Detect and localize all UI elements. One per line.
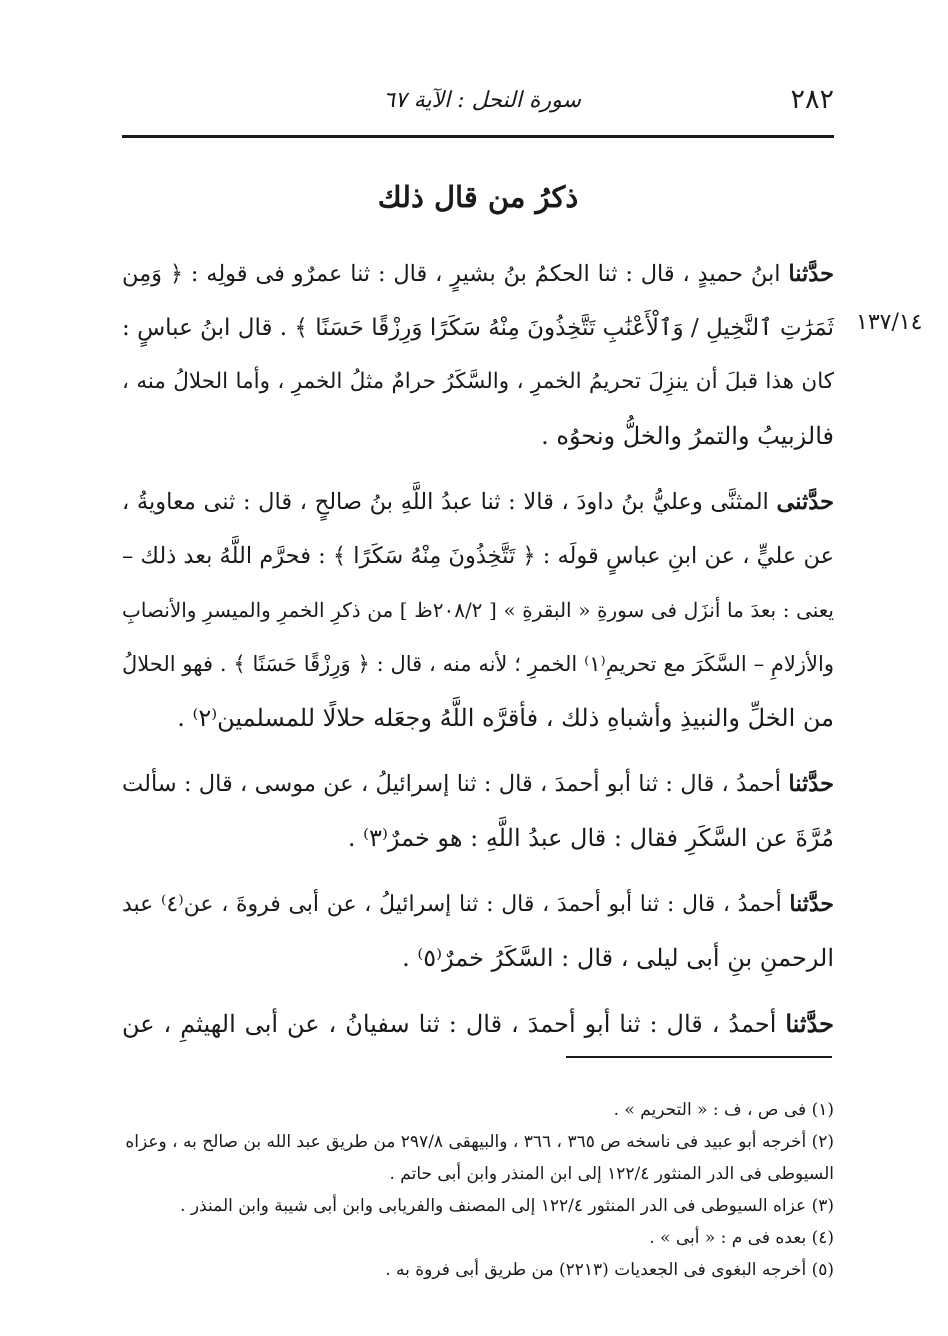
footnote: السيوطى فى الدر المنثور ١٢٢/٤ إلى ابن المنذر وابن أبى حاتم . [389, 1164, 834, 1184]
page-number: ٢٨٢ [790, 84, 834, 115]
text-line: والأزلامِ – السَّكَرَ مع تحريمِ⁽١⁾ الخمرِ ؛ لأنه منه ، قال : ﴿ وَرِزْقًا حَسَنًا ﴾ . فهو الحلالُ [122, 652, 835, 676]
running-head: سورة النحل : الآية ٦٧ [383, 88, 581, 113]
footnote: (٥) أخرجه البغوى فى الجعديات (٢٢١٣) من طريق أبى فروة به . [385, 1260, 834, 1280]
line-text: ابنُ حميدٍ ، قال : ثنا الحكمُ بنُ بشيرٍ ، قال : ثنا عمرٌو فى قولِه : ﴿ وَمِن [122, 261, 781, 287]
lead-word: حدَّثنا [789, 891, 834, 917]
section-title: ذكرُ من قال ذلك [377, 180, 579, 214]
text-line [122, 997, 834, 1051]
line-text: أحمدُ ، قال : ثنا أبو أحمدَ ، قال : ثنا سفيانُ ، عن أبى الهيثمِ ، عن [122, 1010, 777, 1038]
margin-reference: ١٣٧/١٤ [856, 310, 923, 335]
footnote: (٢) أخرجه أبو عبيد فى ناسخه ص ٣٦٥ ، ٣٦٦ ، والبيهقى ٢٩٧/٨ من طريق عبد الله بن صالح به ، وعزاه [125, 1132, 834, 1152]
text-line: يعنى : بعدَ ما أنزَل فى سورةِ « البقرةِ » [ ٢٠٨/٢ظ ] من ذكرِ الخمرِ والميسرِ والأنصابِ [122, 598, 834, 622]
lead-word: حدَّثنى [776, 489, 834, 515]
footnotes [122, 1094, 834, 1286]
line-text: أحمدُ ، قال : ثنا أبو أحمدَ ، قال : ثنا إسرائيلُ ، عن أبى فروةَ ، عن⁽٤⁾ عبد [122, 892, 782, 917]
footnote: (٤) بعده فى م : « أبى » . [649, 1228, 834, 1248]
text-line: مُرَّةَ عن السَّكَرِ فقال : قال عبدُ اللَّهِ : هو خمرٌ⁽٣⁾ . [347, 824, 834, 852]
text-line: ثَمَرَٰتِ ٱلنَّخِيلِ / وَٱلْأَعْنَٰبِ تَتَّخِذُونَ مِنْهُ سَكَرًا وَرِزْقًا حَسَنًا ﴾ . قال ابنُ عباسٍ : [122, 315, 834, 341]
line-text: المثنَّى وعليُّ بنُ داودَ ، قالا : ثنا عبدُ اللَّهِ بنُ صالحٍ ، قال : ثنى معاويةُ ، [122, 489, 769, 515]
text-line [122, 877, 834, 931]
text-line: الرحمنِ بنِ أبى ليلى ، قال : السَّكَرُ خمرٌ⁽٥⁾ . [402, 944, 834, 972]
text-line [122, 475, 834, 529]
text-line: فالزبيبُ والتمرُ والخلُّ ونحوُه . [541, 422, 834, 450]
footnote: (١) فى ص ، ف : « التحريم » . [613, 1100, 834, 1120]
body-text [122, 247, 834, 1051]
lead-word: حدَّثنا [785, 1009, 834, 1038]
text-line: كان هذا قبلَ أن ينزِلَ تحريمُ الخمرِ ، والسَّكَرُ حرامٌ مثلُ الخمرِ ، وأما الحلالُ منه ، [122, 369, 834, 394]
footnote: (٣) عزاه السيوطى فى الدر المنثور ١٢٢/٤ إلى المصنف والفريابى وابن أبى شيبة وابن المنذر . [180, 1196, 834, 1216]
header-rule [122, 135, 834, 138]
footnote-rule [566, 1056, 832, 1058]
lead-word: حدَّثنا [788, 771, 834, 797]
line-text: أحمدُ ، قال : ثنا أبو أحمدَ ، قال : ثنا إسرائيلُ ، عن موسى ، قال : سألت [122, 771, 782, 797]
page-header [122, 78, 834, 120]
text-line [122, 247, 834, 301]
text-line: عن عليٍّ ، عن ابنِ عباسٍ قولَه : ﴿ تَتَّخِذُونَ مِنْهُ سَكَرًا ﴾ : فحرَّم اللَّهُ بعد ذلك – [122, 543, 834, 569]
text-line: من الخلِّ والنبيذِ وأشباهِ ذلك ، فأقرَّه اللَّهُ وجعَله حلالًا للمسلمين⁽٢⁾ . [177, 704, 834, 732]
text-line [122, 757, 834, 811]
lead-word: حدَّثنا [788, 261, 835, 287]
